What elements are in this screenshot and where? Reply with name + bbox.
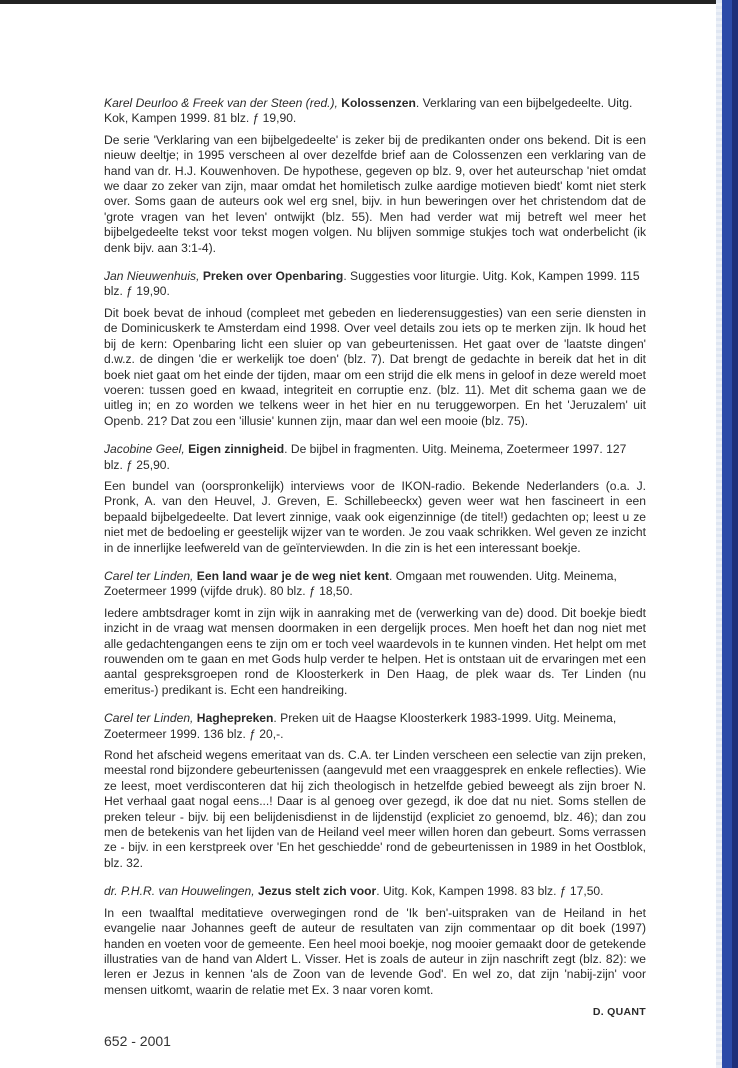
review-title: Eigen zinnigheid bbox=[188, 442, 285, 457]
review-body: Iedere ambtsdrager komt in zijn wijk in aanraking met de (verwerking van de) dood. Dit boekje biedt inzicht in de vraag wat mensen doormaken in een dergelijk proces. Men hoeft het dan nog niet met alle gedachtengangen eens te zijn om er toch veel waardevols in te kunnen vinden. Het helpt om met rouwenden om te gaan en met Gods hulp verder te helpen. Het is ontstaan uit de ervaringen met een aantal gespreksgroepen rond de Kloosterkerk in Den Haag, de plek waar ds. Ter Linden (nu emeritus-) predikant is. Echt een handreiking. bbox=[104, 605, 646, 697]
review-body: In een twaalftal meditatieve overwegingen rond de 'Ik ben'-uitspraken van de Heiland in het evangelie naar Johannes geeft de auteur de resultaten van zijn commentaar op dit boek (1997) handen en voeten voor de gemeente. Een heel mooi boekje, nog mooier gemaakt door de getekende illustraties van de hand van Aldert L. Visser. Het is zoals de auteur in zijn naschrift zegt (blz. 82): we leren er Jezus in kennen 'als de Zoon van de levende God'. En wel zo, dat zijn 'nabij-zijn' voor mensen uitkomt, waarin de relatie met Ex. 3 naar voren komt. bbox=[104, 905, 646, 997]
review-item bbox=[104, 711, 646, 871]
review-details: . Uitg. Kok, Kampen 1998. 83 blz. ƒ 17,50. bbox=[376, 884, 604, 899]
review-details: . Verklaring van een bijbelgedeelte. Uitg. Kok, Kampen 1999. 81 blz. ƒ 19,90. bbox=[104, 96, 633, 126]
review-title: Jezus stelt zich voor bbox=[257, 884, 377, 899]
review-author: Karel Deurloo & Freek van der Steen (red.), bbox=[104, 96, 338, 110]
review-heading bbox=[104, 569, 646, 600]
page-edge-strip bbox=[716, 0, 738, 1068]
review-column bbox=[104, 96, 646, 1021]
review-item bbox=[104, 884, 646, 998]
review-item bbox=[104, 96, 646, 256]
review-body: Dit boek bevat de inhoud (compleet met gebeden en liederensuggesties) van een serie diensten in de Dominicuskerk te Amsterdam eind 1998. Over veel details zou iets op te merken zijn. Ik houd het bij de kern: Openbaring licht een sluier op van gebeurtenissen. Het gaat over de 'laatste dingen' d.w.z. de dingen 'die er werkelijk toe doen' (blz. 7). Dat brengt de gedachte in bereik dat het in dit boek niet gaat om het einde der tijden, maar om een strijd die elk mens in geloof in deze wereld moet voeren: tussen goed en kwaad, integriteit en corruptie enz. (blz. 11). Met dit schema gaan we de uitleg in; en zo worden we telkens weer in het hier en nu teruggeworpen. En het 'Jeruzalem' uit Openb. 21? Dat zou een 'illusie' kunnen zijn, maar dan wel een mooie (blz. 75). bbox=[104, 305, 646, 428]
review-details: . De bijbel in fragmenten. Uitg. Meinema, Zoetermeer 1997. 127 blz. ƒ 25,90. bbox=[104, 442, 627, 472]
review-item bbox=[104, 269, 646, 429]
review-body: De serie 'Verklaring van een bijbelgedeelte' is zeker bij de predikanten onder ons bekend. Dit is een nieuw deeltje; in 1995 verscheen al over dezelfde brief aan de Colossenzen een verklaring van de hand van dr. H.J. Kouwenhoven. De hypothese, gegeven op blz. 9, over het auteurschap 'niet omdat we daar zo zeker van zijn, maar omdat het homiletisch zulke aardige motieven biedt' komt niet sterk over. Soms gaan de auteurs ook wel erg snel, bijv. in hun beweringen over het christendom dat de 'grote vragen van het leven' ontwijkt (blz. 55). Men had verder wat mij betreft wel meer het bijbelgedeelte tekst voor tekst mogen volgen. Nu blijven sommige stukjes toch wat onderbelicht (ik denk bijv. aan 3:1-4). bbox=[104, 132, 646, 255]
reviewer-signature: D. QUANT bbox=[592, 1006, 646, 1019]
review-item bbox=[104, 442, 646, 556]
review-body: Rond het afscheid wegens emeritaat van ds. C.A. ter Linden verscheen een selectie van zijn preken, meestal rond bijzondere gebeurtenissen (aangevuld met een vraaggesprek en enkele reflecties). Wie ze leest, moet verdisconteren dat hij zich theologisch in hetzelfde gebied beweegt als zijn broer N. Het verhaal gaat nogal eens...! Daar is al genoeg over gezegd, ik doe dat nu niet. Soms stellen de preken teleur - bijv. bij een belijdenisdienst in de lijdenstijd (expliciet zo genoemd, blz. 46); dan zou men de betekenis van het lijden van de Heiland veel meer willen horen dan gebeurt. Soms verrassen ze - bijv. in een kerstpreek over 'En het geschiedde' rond de gebeurtenissen in 1989 in het Oostblok, blz. 32. bbox=[104, 748, 646, 870]
review-title: Kolossenzen bbox=[341, 96, 416, 110]
review-title: Een land waar je de weg niet kent bbox=[196, 568, 390, 583]
page-top-edge bbox=[0, 0, 738, 4]
review-details: . Suggesties voor liturgie. Uitg. Kok, Kampen 1999. 115 blz. ƒ 19,90. bbox=[104, 269, 640, 299]
review-details: . Omgaan met rouwenden. Uitg. Meinema, Zoetermeer 1999 (vijfde druk). 80 blz. ƒ 18,50. bbox=[104, 568, 617, 599]
review-body: Een bundel van (oorspronkelijk) interviews voor de IKON-radio. Bekende Nederlanders (o.a. J. Pronk, A. van den Heuvel, J. Greven, E. Schillebeeckx) geven weer wat hen fascineert in een bepaald bijbelgedeelte. Dat levert zinnige, vaak ook eigenzinnige (de titel!) gedachten op; leest u ze niet met de bedoeling er geestelijk wijzer van te worden. Je zou vaak schrikken. Wel geven ze inzicht in de innerlijke leefwereld van de geïnterviewden. In die zin is het een interessant boekje. bbox=[104, 478, 646, 555]
review-heading bbox=[104, 442, 646, 473]
review-title: Preken over Openbaring bbox=[202, 269, 344, 284]
review-item bbox=[104, 569, 646, 698]
review-author: Jan Nieuwenhuis, bbox=[104, 269, 200, 284]
review-heading bbox=[104, 884, 646, 899]
review-heading bbox=[104, 96, 646, 127]
review-author: Carel ter Linden, bbox=[104, 568, 194, 583]
review-author: dr. P.H.R. van Houwelingen, bbox=[104, 884, 255, 899]
review-author: Jacobine Geel, bbox=[104, 442, 185, 457]
review-heading bbox=[104, 269, 646, 300]
review-author: Carel ter Linden, bbox=[104, 711, 194, 726]
review-details: . Preken uit de Haagse Kloosterkerk 1983-1999. Uitg. Meinema, Zoetermeer 1999. 136 blz. ƒ 20,-. bbox=[104, 711, 617, 741]
review-heading bbox=[104, 711, 646, 742]
page-number: 652 - 2001 bbox=[104, 1033, 171, 1049]
review-title: Haghepreken bbox=[196, 711, 274, 726]
